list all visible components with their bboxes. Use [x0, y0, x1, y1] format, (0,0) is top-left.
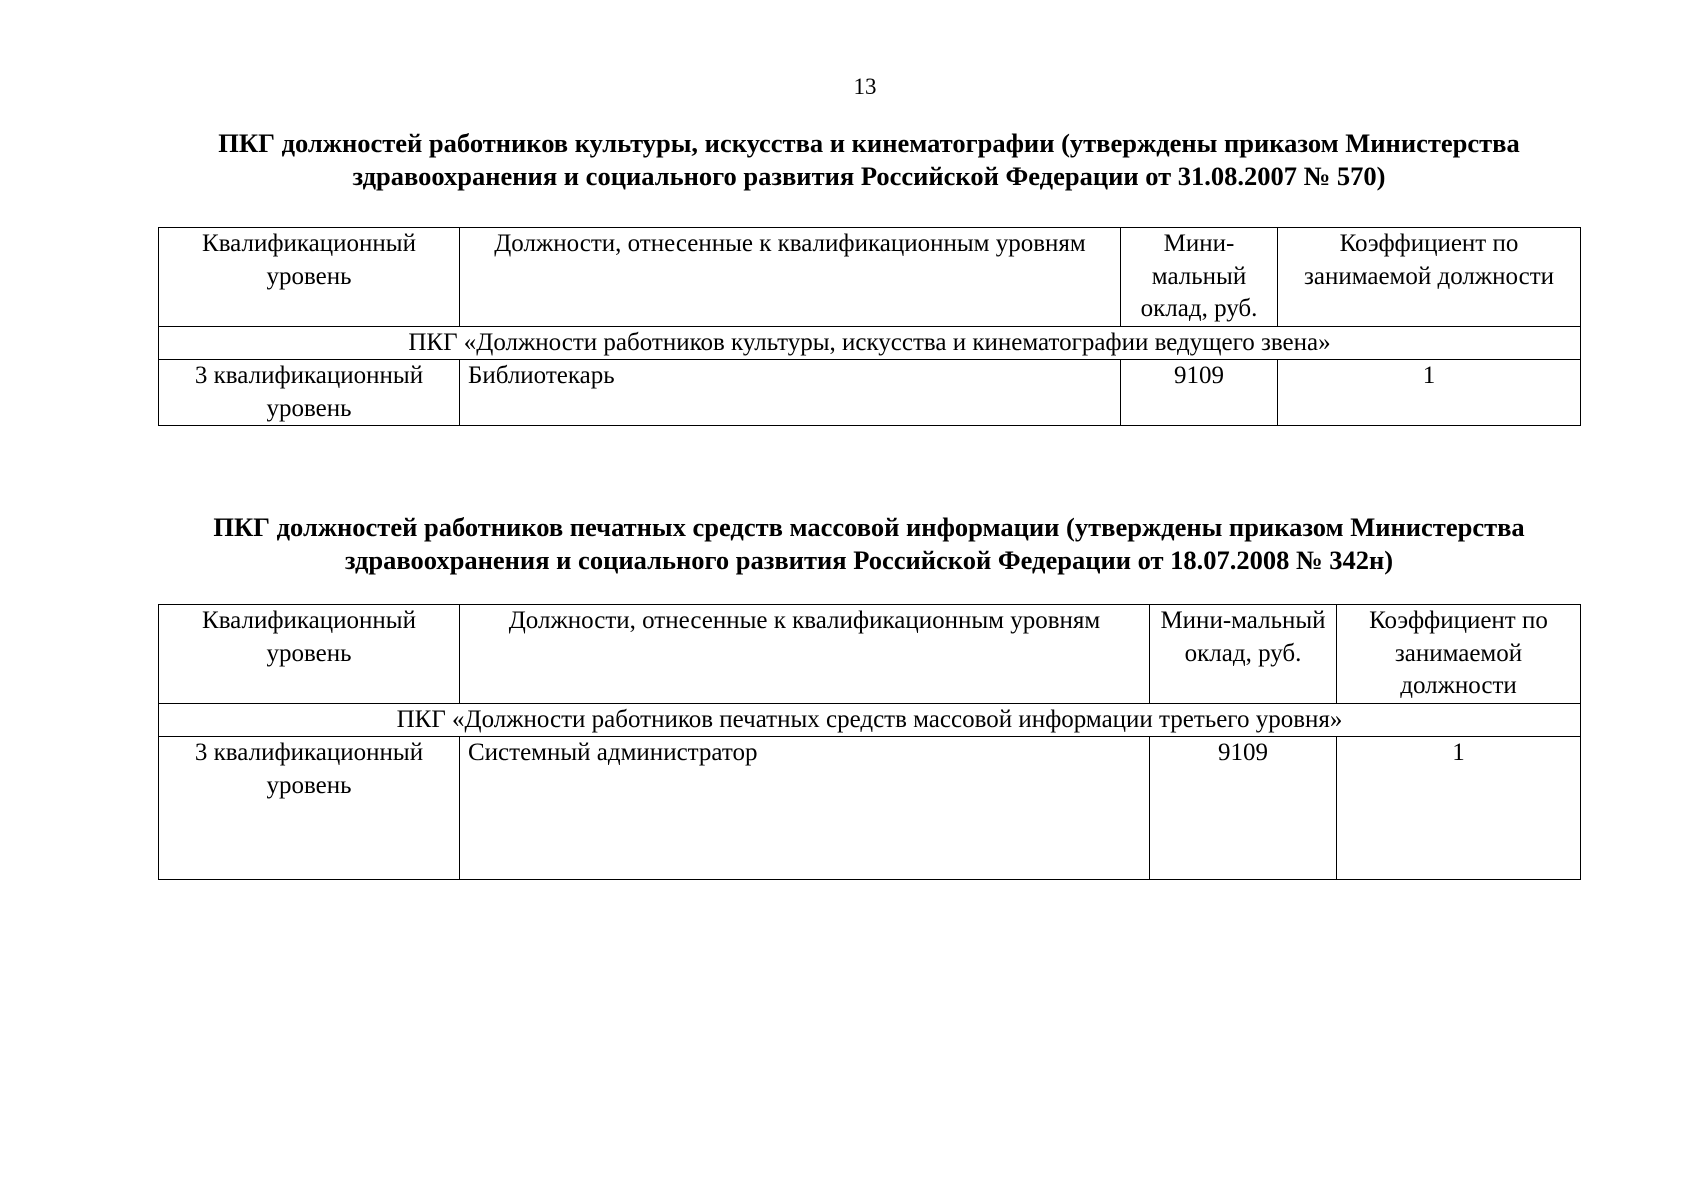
heading-line-1: ПКГ должностей работников культуры, искусства и кинематографии (утверждены приказом Министерства — [218, 128, 1520, 158]
heading-line-2: здравоохранения и социального развития Российской Федерации от 31.08.2007 № 570) — [352, 161, 1386, 191]
header-coefficient: Коэффициент по занимаемой должности — [1337, 605, 1581, 704]
group-title: ПКГ «Должности работников культуры, искусства и кинематографии ведущего звена» — [159, 326, 1581, 360]
cell-coefficient: 1 — [1278, 360, 1581, 426]
table-row — [159, 360, 1581, 426]
cell-level: 3 квалификационный уровень — [159, 737, 460, 880]
page-number: 13 — [853, 74, 877, 99]
section-heading — [150, 511, 1588, 577]
table-group-row — [159, 326, 1581, 360]
header-coefficient: Коэффициент по занимаемой должности — [1278, 228, 1581, 327]
cell-level: 3 квалификационный уровень — [159, 360, 460, 426]
header-level: Квалификационный уровень — [159, 605, 460, 704]
header-salary: Мини-мальный оклад, руб. — [1121, 228, 1278, 327]
header-level: Квалификационный уровень — [159, 228, 460, 327]
heading-line-1: ПКГ должностей работников печатных средств массовой информации (утверждены приказом Министерства — [213, 512, 1525, 542]
heading-line-2: здравоохранения и социального развития Российской Федерации от 18.07.2008 № 342н) — [344, 545, 1394, 575]
cell-coefficient: 1 — [1337, 737, 1581, 880]
table-header-row — [159, 605, 1581, 704]
header-positions: Должности, отнесенные к квалификационным уровням — [460, 605, 1150, 704]
section-heading — [150, 127, 1588, 193]
cell-position: Библиотекарь — [460, 360, 1121, 426]
header-salary: Мини-мальный оклад, руб. — [1150, 605, 1337, 704]
group-title: ПКГ «Должности работников печатных средств массовой информации третьего уровня» — [159, 703, 1581, 737]
header-positions: Должности, отнесенные к квалификационным уровням — [460, 228, 1121, 327]
cell-position: Системный администратор — [460, 737, 1150, 880]
salary-table — [158, 604, 1581, 880]
table-row — [159, 737, 1581, 880]
table-group-row — [159, 703, 1581, 737]
cell-salary: 9109 — [1150, 737, 1337, 880]
cell-salary: 9109 — [1121, 360, 1278, 426]
salary-table — [158, 227, 1581, 426]
table-header-row — [159, 228, 1581, 327]
